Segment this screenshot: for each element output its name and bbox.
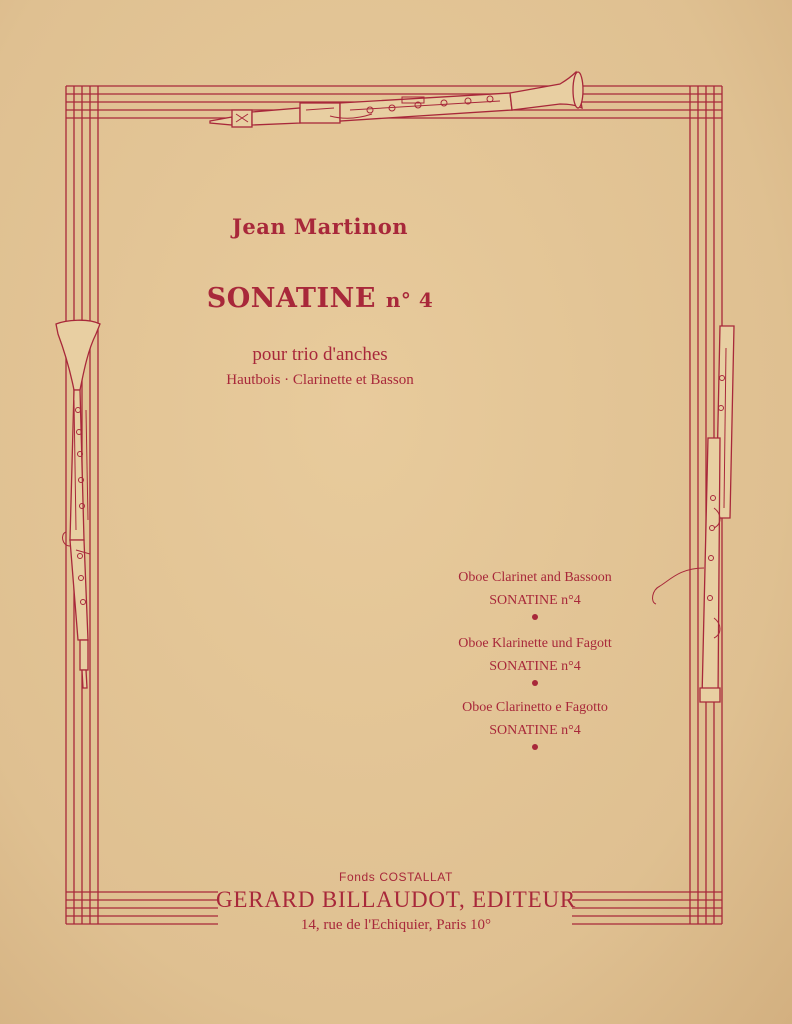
bassoon-illustration: [640, 318, 740, 708]
subtitle: pour trio d'anches: [252, 344, 388, 365]
title-number: n° 4: [385, 288, 434, 312]
translation-english: [430, 569, 640, 620]
work-title: [0, 283, 640, 314]
instrumentation: Hautbois · Clarinette et Basson: [226, 372, 414, 388]
clarinet-illustration: [0, 0, 792, 140]
translation-italian: [430, 699, 640, 750]
translation-instruments: Oboe Clarinet and Bassoon: [458, 570, 612, 585]
publisher-address: 14, rue de l'Echiquier, Paris 10°: [300, 917, 492, 933]
translation-instruments: Oboe Clarinetto e Fagotto: [462, 700, 608, 715]
separator-dot: [532, 744, 538, 750]
composer-name: Jean Martinon: [231, 214, 409, 239]
separator-dot: [532, 680, 538, 686]
translation-title: SONATINE n°4: [489, 723, 581, 738]
publisher-name: GERARD BILLAUDOT, EDITEUR: [215, 887, 577, 912]
translation-instruments: Oboe Klarinette und Fagott: [458, 636, 612, 651]
translation-german: [430, 635, 640, 686]
separator-dot: [532, 614, 538, 620]
translation-title: SONATINE n°4: [489, 659, 581, 674]
title-main: SONATINE: [206, 283, 376, 314]
translation-title: SONATINE n°4: [489, 593, 581, 608]
oboe-illustration: [40, 310, 120, 700]
fonds-label: Fonds COSTALLAT: [339, 870, 453, 884]
